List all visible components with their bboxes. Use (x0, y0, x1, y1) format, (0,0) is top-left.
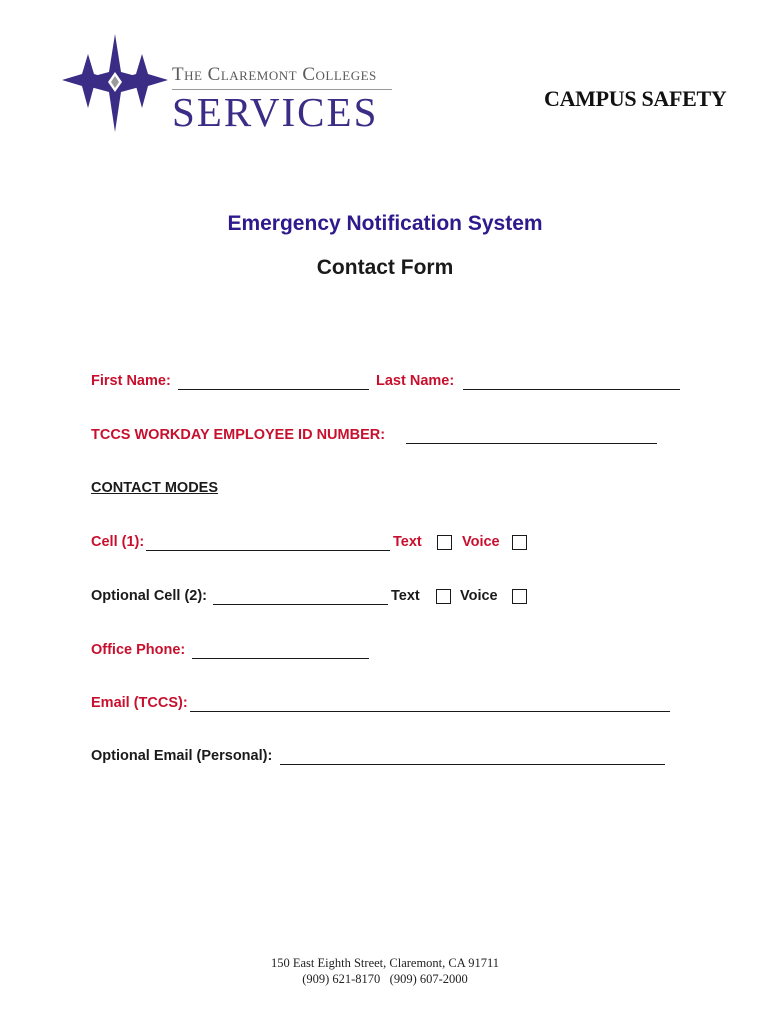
page-subtitle: Contact Form (316, 256, 454, 279)
last-name-field[interactable] (463, 389, 680, 390)
cell1-label: Cell (1): (91, 534, 145, 550)
logo-line2: SERVICES (172, 89, 379, 135)
office-phone-label: Office Phone: (91, 642, 186, 658)
cell1-voice-checkbox[interactable] (512, 535, 527, 550)
cell1-field[interactable] (146, 550, 390, 551)
cell2-label: Optional Cell (2): (91, 588, 207, 604)
cell1-voice-label: Voice (462, 534, 500, 550)
employee-id-label: TCCS WORKDAY EMPLOYEE ID NUMBER: (91, 427, 386, 443)
employee-id-field[interactable] (406, 443, 657, 444)
star-cluster-icon (58, 32, 173, 137)
footer-address: 150 East Eighth Street, Claremont, CA 91711 (271, 956, 499, 970)
email-personal-label: Optional Email (Personal): (91, 748, 273, 764)
cell2-text-checkbox[interactable] (436, 589, 451, 604)
contact-modes-heading: CONTACT MODES (91, 480, 219, 496)
cell1-text-label: Text (393, 534, 422, 550)
cell2-field[interactable] (213, 604, 388, 605)
cell1-text-checkbox[interactable] (437, 535, 452, 550)
cell2-voice-checkbox[interactable] (512, 589, 527, 604)
first-name-field[interactable] (178, 389, 369, 390)
cell2-text-label: Text (391, 588, 420, 604)
logo-line1: The Claremont Colleges (172, 64, 377, 85)
footer (0, 955, 770, 987)
email-tccs-label: Email (TCCS): (91, 695, 188, 711)
email-personal-field[interactable] (280, 764, 665, 765)
cell2-voice-label: Voice (460, 588, 498, 604)
first-name-label: First Name: (91, 373, 171, 389)
footer-phones: (909) 621-8170 (909) 607-2000 (302, 972, 468, 986)
page-title: Emergency Notification System (227, 212, 543, 235)
email-tccs-field[interactable] (190, 711, 670, 712)
last-name-label: Last Name: (376, 373, 455, 389)
department-name: CAMPUS SAFETY (544, 86, 727, 111)
tccs-logo (58, 32, 398, 137)
office-phone-field[interactable] (192, 658, 369, 659)
